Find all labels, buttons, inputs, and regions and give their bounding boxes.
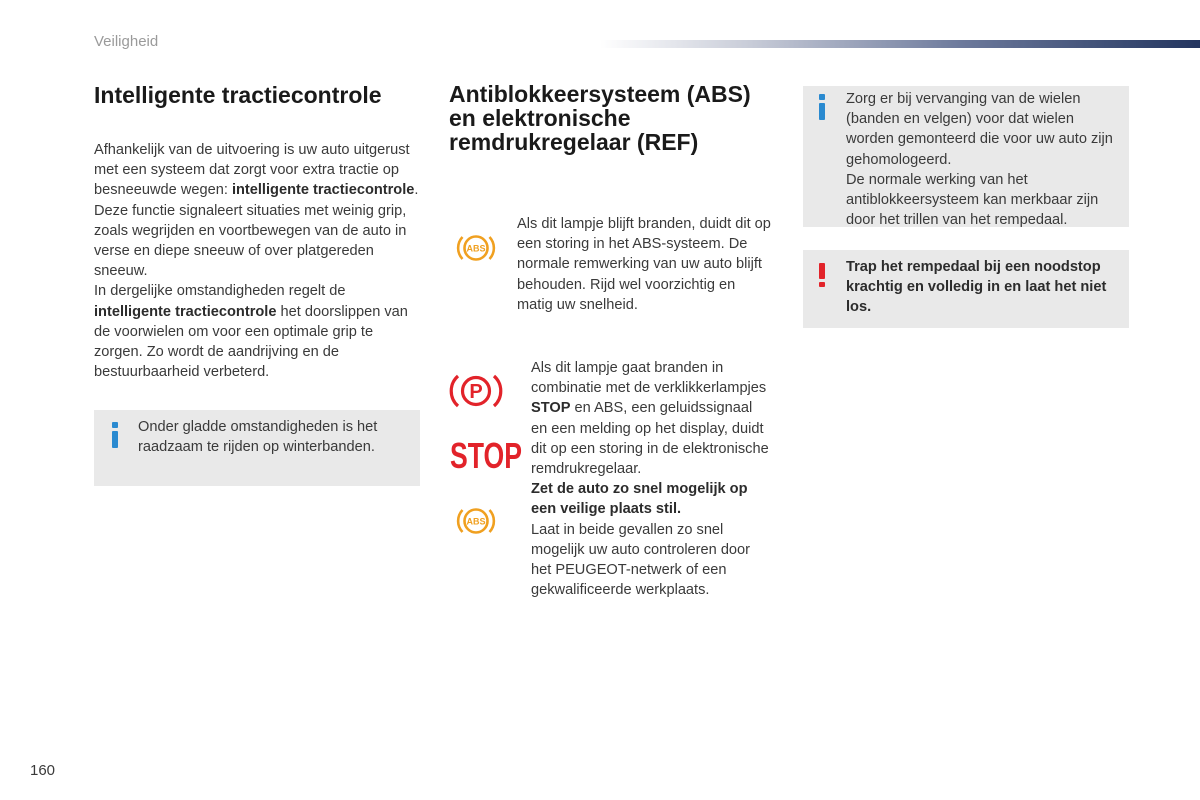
ref-bold-instruction: Zet de auto zo snel mogelijk op een veilige plaats stil. bbox=[531, 481, 748, 518]
stop-icon-label: STOP bbox=[450, 435, 522, 476]
warning-icon bbox=[819, 263, 825, 287]
bold-term: intelligente tractiecontrole bbox=[231, 182, 415, 199]
abs-warning-icon bbox=[456, 230, 496, 266]
traction-paragraph-2: Deze functie signaleert situaties met weinig grip, zoals wegrijden en voortbewegen van de auto in verse en diepe sneeuw of over platgereden sneeuw. bbox=[94, 202, 407, 280]
info-paragraph-2: De normale werking van het antiblokkeersysteem kan merkbaar zijn door het trillen van het rempedaal. bbox=[846, 171, 1099, 229]
info-box-text: Onder gladde omstandigheden is het raadzaam te rijden op winterbanden. bbox=[138, 419, 378, 456]
ref-paragraph: Als dit lampje gaat branden in combinatie met de verklikkerlampjes STOP en ABS, een geluidssignaal en een melding op het display, duidt dit op een storing in de elektronische remdrukregelaar. bbox=[531, 360, 769, 478]
page-number: 160 bbox=[30, 762, 56, 779]
ref-closing-paragraph: Laat in beide gevallen zo snel mogelijk uw auto controleren door het PEUGEOT-netwerk of een gekwalificeerde werkplaats. bbox=[531, 521, 751, 599]
traction-paragraph-1: Afhankelijk van de uitvoering is uw auto uitgerust met een systeem dat zorgt voor extra tractie op besneeuwde wegen: intelligente tractiecontrole. bbox=[94, 142, 419, 199]
abs-warning-text: Als dit lampje blijft branden, duidt dit op een storing in het ABS-systeem. De normale remwerking van uw auto blijft behouden. Rijd wel voorzichtig en matig uw snelheid. bbox=[517, 216, 771, 313]
winter-tyre-info-box bbox=[94, 410, 420, 486]
info-icon bbox=[819, 94, 825, 120]
ref-warning-text bbox=[531, 358, 771, 600]
abs-warning-icon bbox=[456, 503, 496, 539]
abs-icon-label: ABS bbox=[466, 243, 486, 254]
info-box-text bbox=[846, 89, 1121, 230]
abs-ref-title: Antiblokkeersysteem (ABS) en elektronische remdrukregelaar (REF) bbox=[449, 81, 751, 155]
info-paragraph-1: Zorg er bij vervanging van de wielen (banden en velgen) voor dat wielen worden gemonteerd die voor uw auto zijn gehomologeerd. bbox=[846, 91, 1113, 168]
wheel-replacement-info-box bbox=[803, 86, 1129, 227]
traction-paragraph-3: In dergelijke omstandigheden regelt de intelligente tractiecontrole het doorslippen van de voorwielen om voor een optimale grip te zorgen. Zo wordt de aandrijving en de bestuurbaarheid verbeterd. bbox=[94, 283, 408, 381]
emergency-stop-warning-box bbox=[803, 250, 1129, 328]
warning-box-text: Trap het rempedaal bij een noodstop krachtig en volledig in en laat het niet los. bbox=[846, 259, 1107, 316]
section-label: Veiligheid bbox=[94, 33, 159, 50]
parking-brake-icon bbox=[449, 370, 503, 412]
traction-control-body bbox=[94, 140, 420, 382]
park-icon-label: P bbox=[469, 381, 483, 403]
header-gradient-bar bbox=[600, 40, 1200, 48]
bold-term: STOP bbox=[531, 400, 571, 417]
info-icon bbox=[112, 422, 118, 448]
bold-term: intelligente tractiecontrole bbox=[94, 303, 277, 320]
stop-icon bbox=[448, 434, 524, 474]
abs-icon-label: ABS bbox=[466, 516, 486, 527]
traction-control-title: Intelligente tractiecontrole bbox=[94, 82, 382, 108]
